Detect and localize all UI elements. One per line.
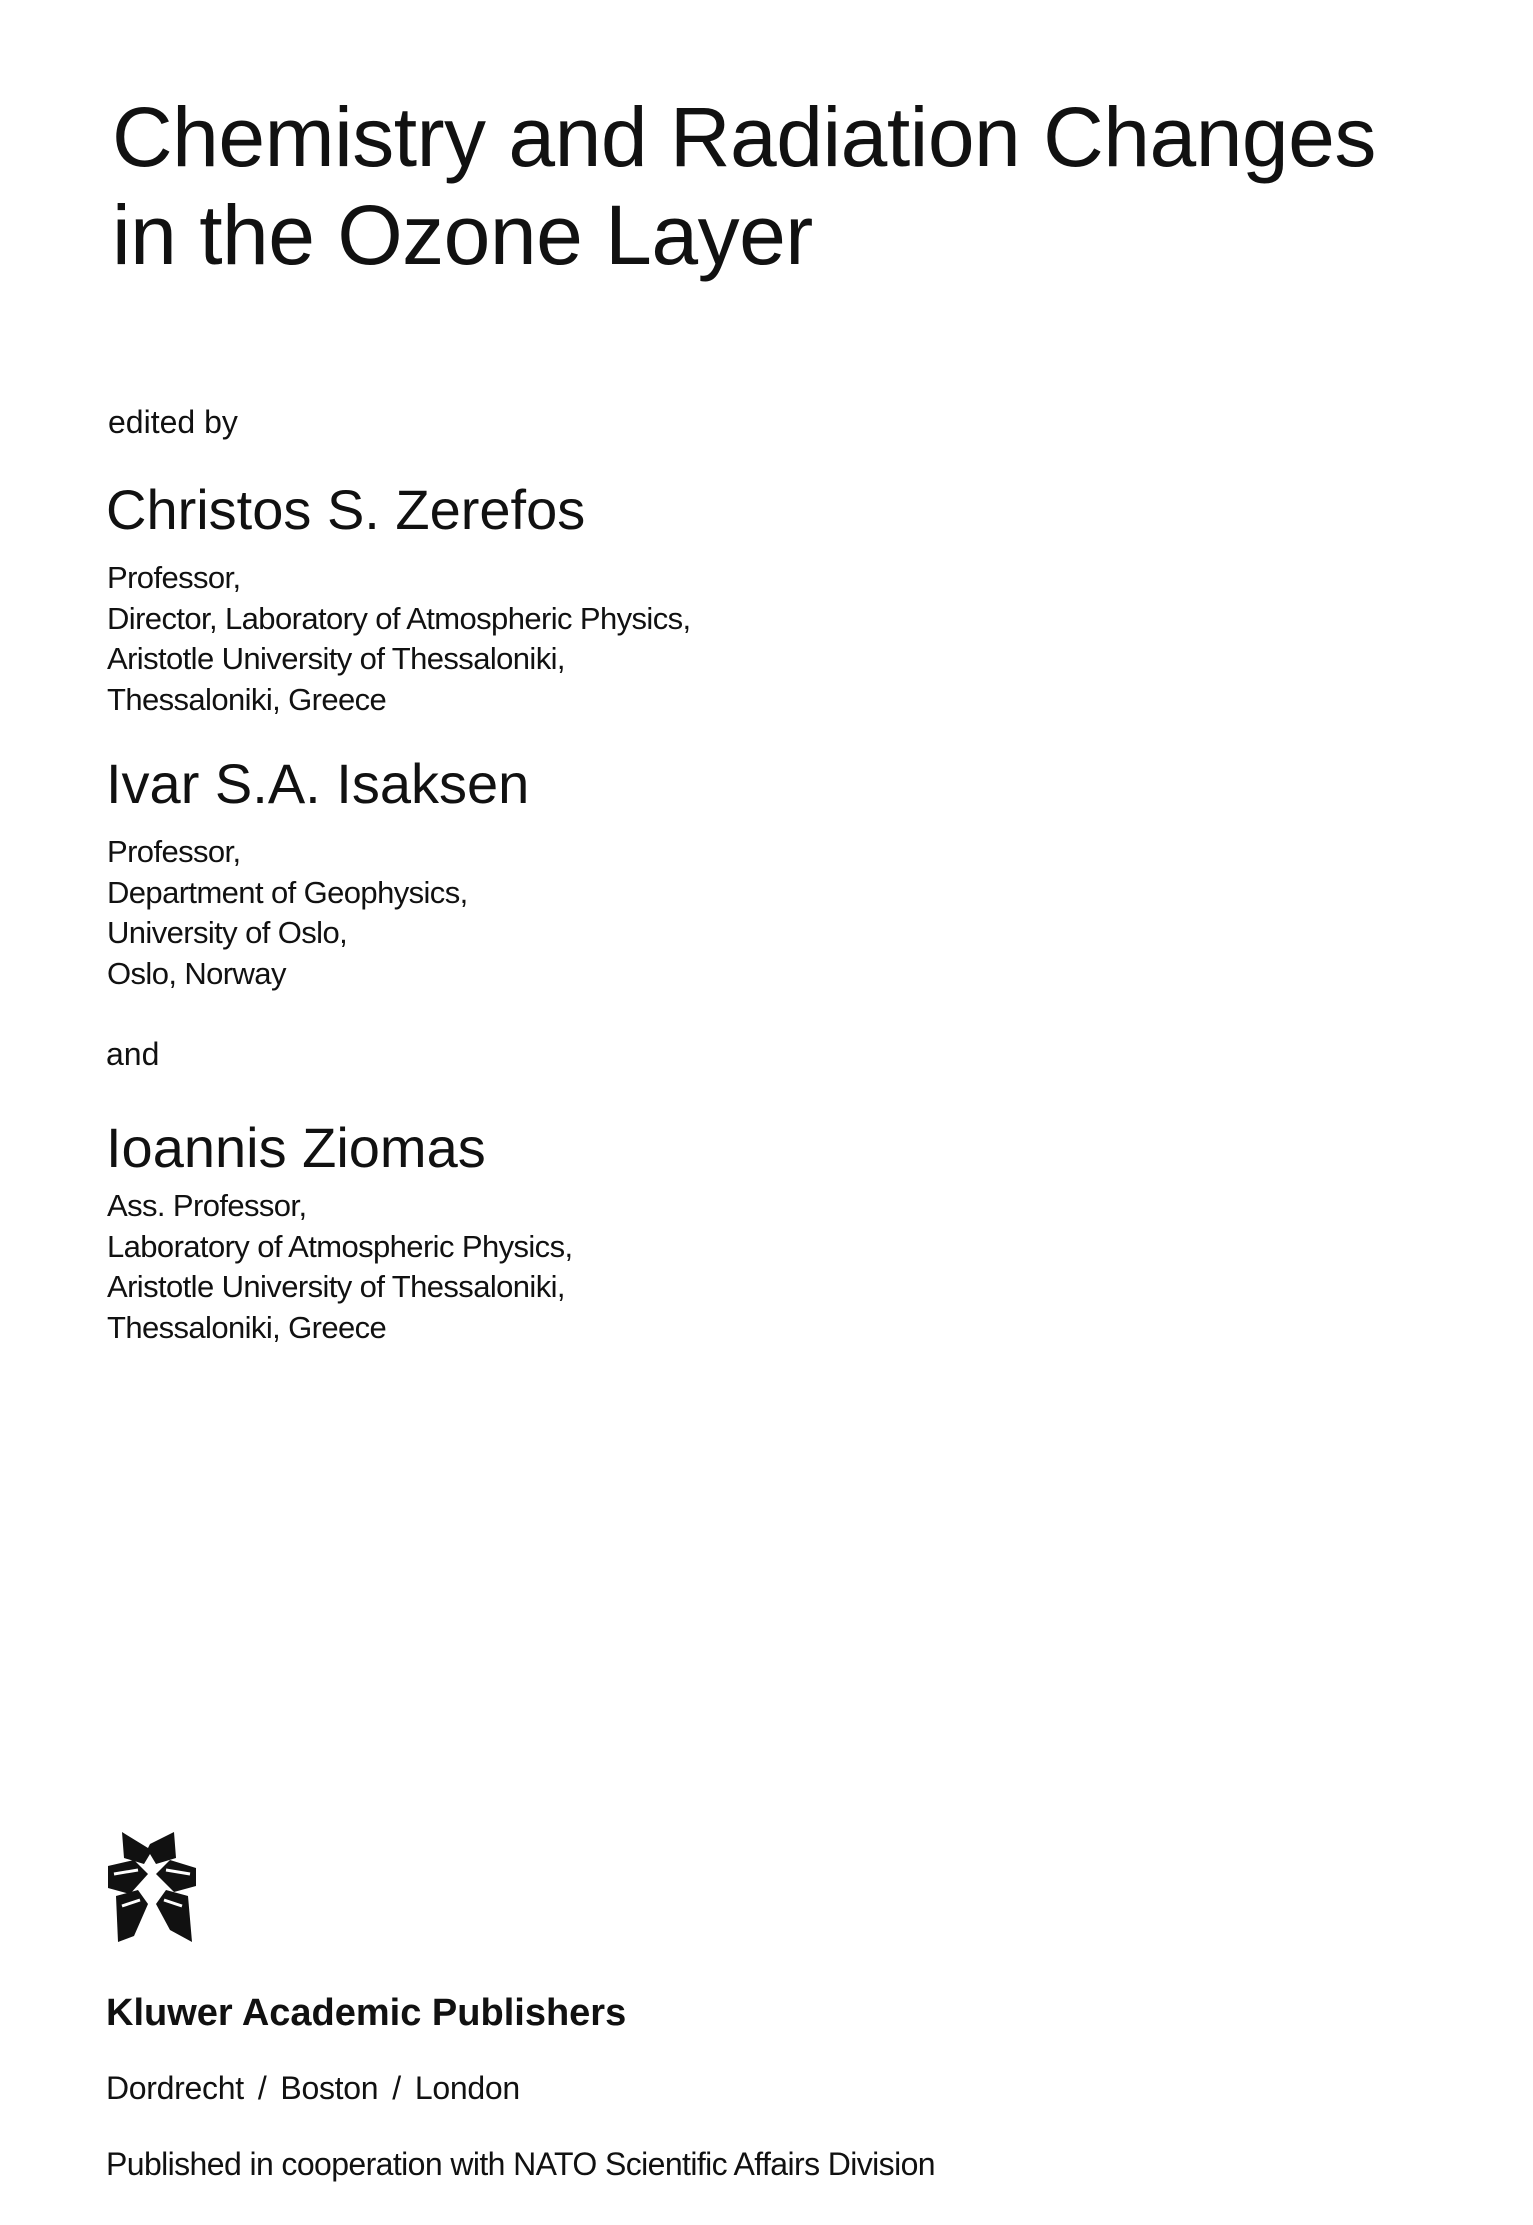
affiliation-line: Thessaloniki, Greece: [107, 681, 387, 717]
affiliation-line: Professor,: [107, 560, 241, 595]
city-name: London: [414, 2070, 520, 2106]
and-conjunction: and: [106, 1036, 160, 1072]
book-title: [112, 88, 1492, 284]
book-title-line-1: Chemistry and Radiation Changes: [112, 90, 1376, 184]
editor-name-zerefos: Christos S. Zerefos: [106, 478, 586, 541]
affiliation-line: Oslo, Norway: [107, 955, 286, 991]
affiliation-line: Director, Laboratory of Atmospheric Physics,: [107, 600, 691, 636]
affiliation-line: Ass. Professor,: [107, 1188, 307, 1223]
cooperation-note: Published in cooperation with NATO Scientific Affairs Division: [106, 2146, 935, 2182]
affiliation-line: University of Oslo,: [107, 915, 348, 950]
city-separator: /: [257, 2070, 267, 2106]
affiliation-line: Laboratory of Atmospheric Physics,: [107, 1228, 573, 1264]
affiliation-line: Professor,: [107, 834, 241, 869]
editor-name-isaksen: Ivar S.A. Isaksen: [106, 752, 530, 815]
editor-name-ziomas: Ioannis Ziomas: [106, 1116, 486, 1179]
editor-affiliation-ziomas: [107, 1186, 573, 1348]
affiliation-line: Department of Geophysics,: [107, 874, 468, 910]
book-title-line-2: in the Ozone Layer: [112, 188, 813, 282]
edited-by-label: edited by: [108, 404, 238, 440]
publisher-cities: [106, 2070, 520, 2107]
publisher-name: Kluwer Academic Publishers: [106, 1992, 627, 2034]
city-name: Dordrecht: [106, 2070, 244, 2106]
editor-affiliation-isaksen: [107, 832, 468, 994]
city-name: Boston: [280, 2070, 379, 2106]
affiliation-line: Aristotle University of Thessaloniki,: [107, 1269, 565, 1304]
affiliation-line: Thessaloniki, Greece: [107, 1309, 387, 1345]
kluwer-logo-icon: [104, 1830, 200, 1946]
affiliation-line: Aristotle University of Thessaloniki,: [107, 641, 565, 676]
city-separator: /: [392, 2070, 401, 2106]
editor-affiliation-zerefos: [107, 558, 691, 720]
